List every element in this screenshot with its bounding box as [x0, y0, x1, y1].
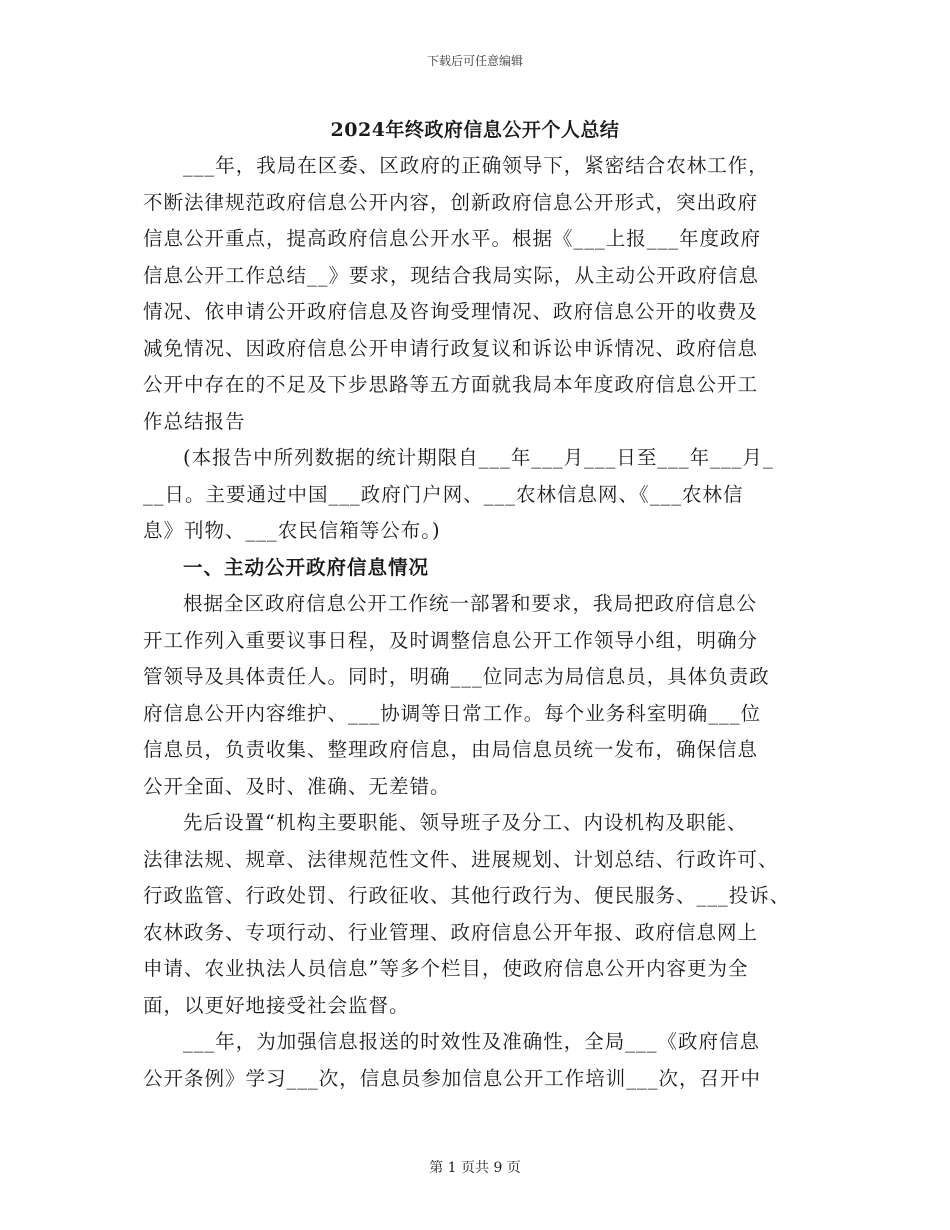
paragraph-line: 管领导及具体责任人。同时，明确___位同志为局信息员，具体负责政 [143, 665, 770, 688]
paragraph-line: 公开中存在的不足及下步思路等五方面就我局本年度政府信息公开工 [143, 373, 759, 396]
paragraph-line: 法律法规、规章、法律规范性文件、进展规划、计划总结、行政许可、 [143, 847, 779, 871]
paragraph-line: 开工作列入重要议事日程，及时调整信息公开工作领导小组，明确分 [143, 628, 759, 652]
paragraph-line: 农林政务、专项行动、行业管理、政府信息公开年报、政府信息网上 [143, 920, 759, 944]
section-heading: 一、主动公开政府信息情况 [183, 555, 430, 579]
paragraph-line: 信息公开重点，提高政府信息公开水平。根据《___上报___年度政府 [143, 227, 762, 250]
paragraph-line: __日。主要通过中国___政府门户网、___农林信息网、《___农林信 [143, 482, 744, 506]
paragraph-line: 不断法律规范政府信息公开内容，创新政府信息公开形式，突出政府 [143, 190, 759, 214]
paragraph-line: (本报告中所列数据的统计期限自___年___月___日至___年___月_ [183, 446, 774, 469]
paragraph-line: 面，以更好地接受社会监督。 [143, 993, 410, 1017]
paragraph-line: 公开全面、及时、准确、无差错。 [143, 774, 451, 798]
paragraph-line: 息》刊物、___农民信箱等公布。) [143, 519, 441, 542]
paragraph-line: 信息公开工作总结__》要求，现结合我局实际，从主动公开政府信息 [143, 263, 760, 287]
document-body [143, 148, 823, 1097]
page-header-note: 下载后可任意编辑 [426, 54, 523, 68]
paragraph-line: ___年，我局在区委、区政府的正确领导下，紧密结合农林工作， [183, 154, 769, 177]
paragraph-line: 信息员，负责收集、整理政府信息，由局信息员统一发布，确保信息 [143, 738, 759, 761]
page-number: 第 1 页共 9 页 [429, 1160, 521, 1176]
paragraph-line: 情况、依申请公开政府信息及咨询受理情况、政府信息公开的收费及 [143, 300, 759, 323]
document-title: 2024年终政府信息公开个人总结 [330, 119, 620, 141]
paragraph-line: ___年，为加强信息报送的时效性及准确性，全局___《政府信息 [183, 1030, 761, 1053]
paragraph-line: 府信息公开内容维护、___协调等日常工作。每个业务科室明确___位 [143, 701, 762, 725]
paragraph-line: 减免情况、因政府信息公开申请行政复议和诉讼申诉情况、政府信息 [143, 336, 759, 360]
paragraph-line: 根据全区政府信息公开工作统一部署和要求，我局把政府信息公 [183, 592, 758, 615]
paragraph-line: 公开条例》学习___次，信息员参加信息公开工作培训___次，召开中 [143, 1066, 762, 1090]
paragraph-line: 行政监管、行政处罚、行政征收、其他行政行为、便民服务、___投诉、 [143, 884, 791, 907]
paragraph-line: 申请、农业执法人员信息”等多个栏目，使政府信息公开内容更为全 [143, 957, 749, 980]
paragraph-line: 作总结报告 [143, 409, 246, 433]
paragraph-line: 先后设置“机构主要职能、领导班子及分工、内设机构及职能、 [183, 811, 748, 834]
